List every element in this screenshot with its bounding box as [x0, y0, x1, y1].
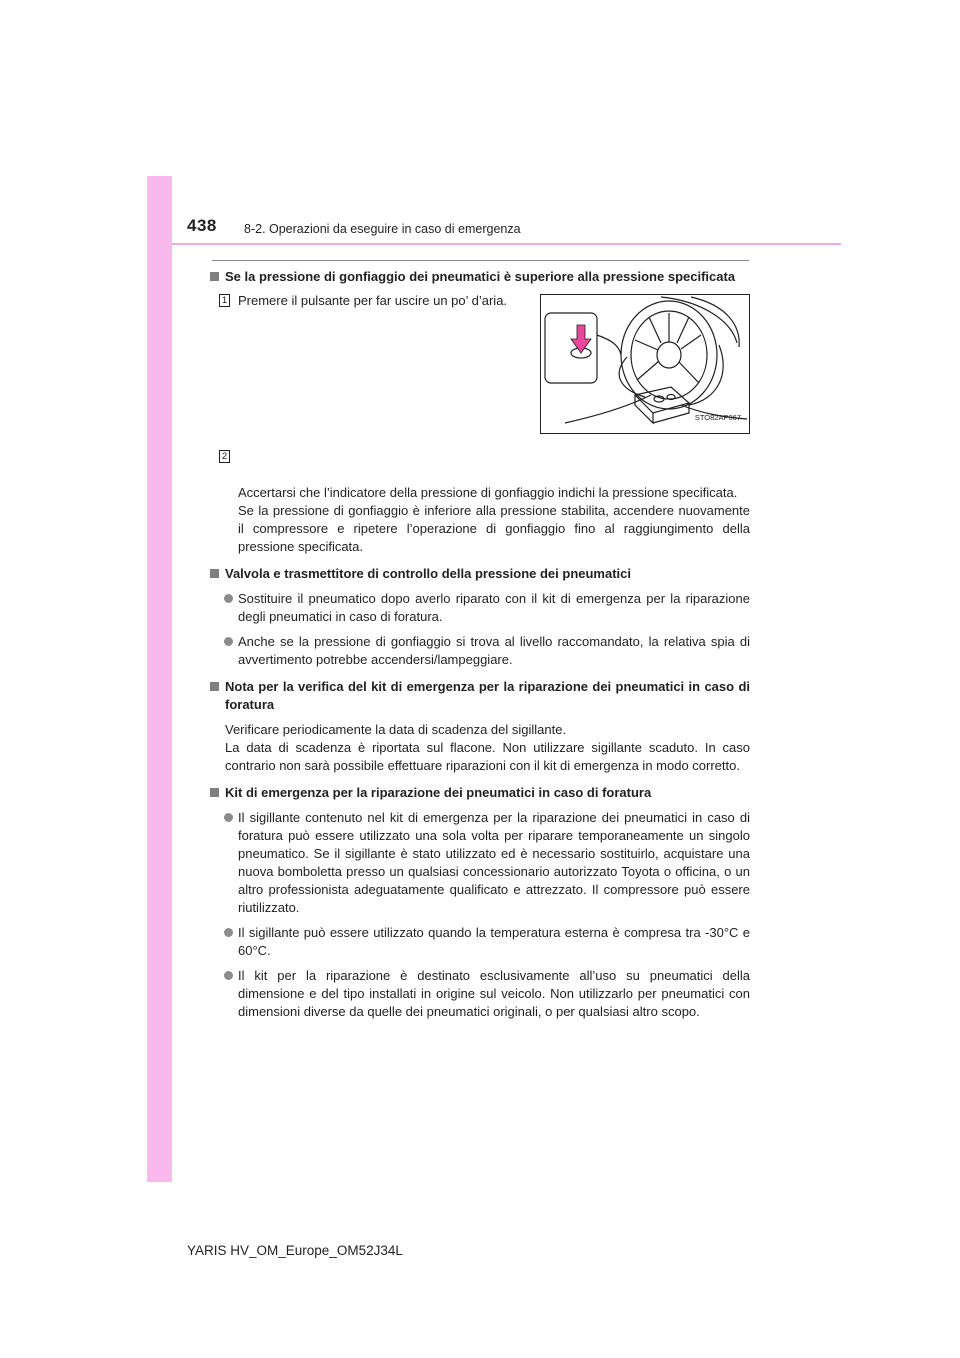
page-content [210, 268, 750, 1021]
step-text: Accertarsi che l’indicatore della pressione di gonfiaggio indichi la pressione specificata. Se la pressione di gonfiaggio è inferiore alla pressione stabilita, accendere nuovamente il compressore e ripetere l’operazione di gonfiaggio fino al raggiungimento della pressione specificata. [238, 485, 750, 554]
square-bullet-icon [210, 272, 219, 281]
bullet-item: Il sigillante contenuto nel kit di emergenza per la riparazione dei pneumatici in caso di foratura può essere utilizzato una sola volta per riparare temporaneamente un singolo pneumatico. Se il sigillante è stato utilizzato ed è necessario sostituirlo, acquistare una nuova bomboletta presso un qualsiasi concessionario autorizzato Toyota o officina, o un altro professionista adeguatamente qualificato e attrezzato. Il compressore può essere riutilizzato. [210, 809, 750, 917]
square-bullet-icon [210, 788, 219, 797]
step-1-row [210, 292, 750, 434]
section-heading: Se la pressione di gonfiaggio dei pneumatici è superiore alla pressione specificata [210, 268, 750, 286]
compressor-illustration [540, 294, 750, 434]
section-heading: Valvola e trasmettitore di controllo della pressione dei pneumatici [210, 565, 750, 583]
illustration-code: STO82AP067 [694, 413, 741, 422]
round-bullet-icon [224, 594, 233, 603]
header-rule [172, 243, 841, 245]
content-rule [212, 260, 749, 261]
bullet-item: Anche se la pressione di gonfiaggio si trova al livello raccomandato, la relativa spia di avvertimento potrebbe accendersi/lampeggiare. [210, 633, 750, 669]
page-number: 438 [187, 216, 217, 235]
round-bullet-icon [224, 971, 233, 980]
step-text: Premere il pulsante per far uscire un po’ d’aria. [238, 293, 508, 308]
square-bullet-icon [210, 682, 219, 691]
chapter-tab-sidebar [147, 176, 172, 1182]
round-bullet-icon [224, 928, 233, 937]
step-number-badge: 2 [219, 450, 230, 463]
footer-code: YARIS HV_OM_Europe_OM52J34L [187, 1243, 403, 1258]
square-bullet-icon [210, 569, 219, 578]
round-bullet-icon [224, 813, 233, 822]
step-number-badge: 1 [219, 294, 230, 307]
round-bullet-icon [224, 637, 233, 646]
section-heading: Nota per la verifica del kit di emergenza per la riparazione dei pneumatici in caso di foratura [210, 678, 750, 714]
section-title: 8-2. Operazioni da eseguire in caso di emergenza [244, 222, 521, 236]
bullet-item: Sostituire il pneumatico dopo averlo riparato con il kit di emergenza per la riparazione degli pneumatici in caso di foratura. [210, 590, 750, 626]
step-2 [210, 448, 750, 556]
bullet-item: Il sigillante può essere utilizzato quando la temperatura esterna è compresa tra -30°C e 60°C. [210, 924, 750, 960]
step-1 [210, 292, 508, 310]
section-heading: Kit di emergenza per la riparazione dei pneumatici in caso di foratura [210, 784, 750, 802]
bullet-item: Il kit per la riparazione è destinato esclusivamente all’uso su pneumatici della dimensione e del tipo installati in origine sul veicolo. Non utilizzarlo per pneumatici con dimensioni diverse da quelle dei pneumatici originali, o per qualsiasi altro scopo. [210, 967, 750, 1021]
paragraph: Verificare periodicamente la data di scadenza del sigillante. La data di scadenza è riportata sul flacone. Non utilizzare sigillante scaduto. In caso contrario non sarà possibile effettuare riparazioni con il kit di emergenza in modo corretto. [225, 722, 750, 773]
